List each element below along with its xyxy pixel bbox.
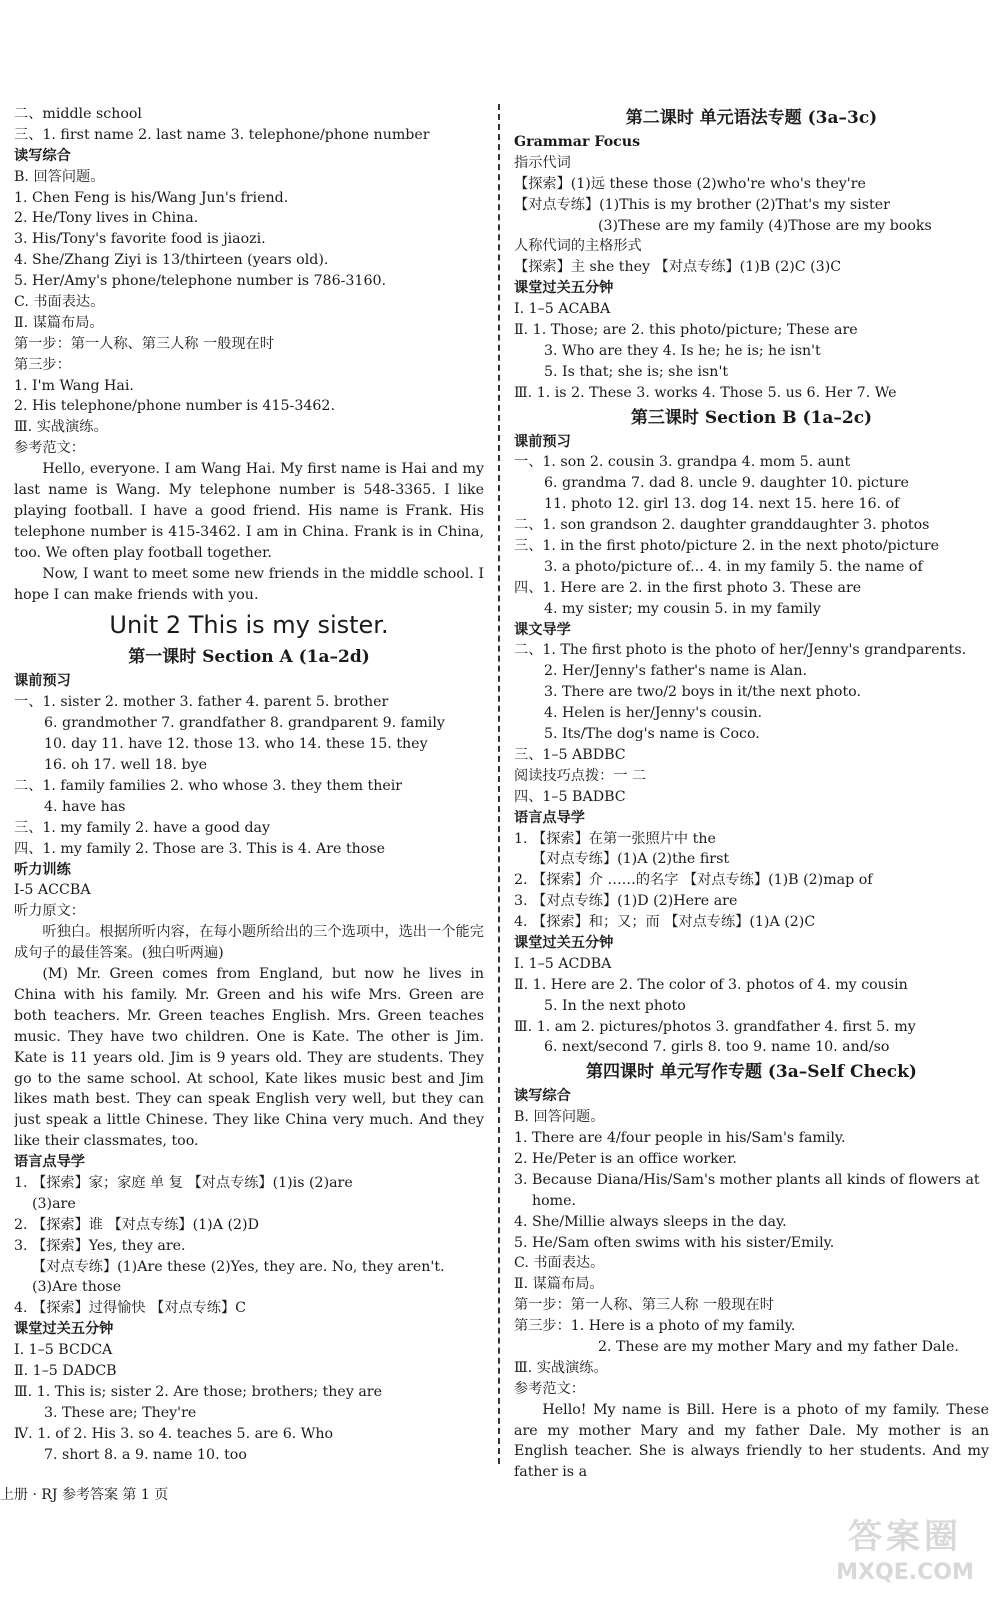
text-line: 三、1–5 ABDBC bbox=[514, 746, 626, 763]
text-line: 二、1. son grandson 2. daughter granddaughter 3. photos bbox=[514, 517, 930, 534]
text-line: 2. He/Peter is an office worker. bbox=[514, 1150, 737, 1167]
listening-instructions: 听独白。根据所听内容，在每小题所给出的三个选项中，选出一个能完成句子的最佳答案。(独白听两遍) bbox=[14, 924, 484, 962]
text-line: 一、1. son 2. cousin 3. grandpa 4. mom 5. aunt bbox=[514, 454, 851, 471]
text-line: 三、1. in the first photo/picture 2. in the next photo/picture bbox=[514, 538, 940, 555]
watermark-logo bbox=[830, 1515, 980, 1595]
text-line: 【对点专练】(1)A (2)the first bbox=[532, 851, 730, 868]
text-line: 3. Because Diana/His/Sam's mother plants all kinds of flowers at bbox=[514, 1171, 980, 1188]
subheading: 课前预习 bbox=[14, 673, 71, 690]
text-line: Ⅱ. 1–5 DADCB bbox=[14, 1363, 117, 1380]
text-line: 第一步：第一人称、第三人称 一般现在时 bbox=[514, 1297, 774, 1314]
text-line: 【对点专练】(1)Are these (2)Yes, they are. No, they aren't. bbox=[32, 1258, 445, 1275]
text-line: 三、1. my family 2. have a good day bbox=[14, 819, 271, 836]
text-line: 6. next/second 7. girls 8. too 9. name 10. and/so bbox=[544, 1039, 890, 1056]
text-line: 11. photo 12. girl 13. dog 14. next 15. here 16. of bbox=[544, 496, 900, 513]
text-line: 四、1. my family 2. Those are 3. This is 4. Are those bbox=[14, 840, 386, 857]
text-line: 2. Her/Jenny's father's name is Alan. bbox=[544, 663, 808, 680]
listening-transcript: (M) Mr. Green comes from England, but now he lives in China with his family. Mr. Green and his wife Mrs. Green are both teachers. Mr. Green teaches English. Mrs. Green teaches music. They have two children. One is Kate. The other is Jim. Kate is 11 years old. Jim is 9 years old. They are students. They go to the same school. At school, Kate likes music best and Jim likes math best. They can speak English very well, but they can just speak a little Chinese. They like China very much. And they like their classmates, too. bbox=[14, 965, 484, 1150]
text-line: Ⅲ. 1. This is; sister 2. Are those; brothers; they are bbox=[14, 1383, 382, 1400]
text-line: Ⅱ. 1. Here are 2. The color of 3. photos of 4. my cousin bbox=[514, 976, 908, 993]
text-line: 4. 【探索】过得愉快 【对点专练】C bbox=[14, 1300, 247, 1317]
text-line: 第一步：第一人称、第三人称 一般现在时 bbox=[14, 335, 274, 352]
unit-title: Unit 2 This is my sister. bbox=[109, 611, 389, 640]
text-line: 7. short 8. a 9. name 10. too bbox=[44, 1446, 247, 1463]
text-line: 二、middle school bbox=[14, 106, 142, 122]
text-line: 3. Who are they 4. Is he; he is; he isn't bbox=[544, 342, 821, 359]
text-line: 2. He/Tony lives in China. bbox=[14, 210, 199, 227]
text-line: 4. my sister; my cousin 5. in my family bbox=[544, 600, 821, 617]
text-line: 第三步：1. Here is a photo of my family. bbox=[514, 1318, 796, 1335]
text-line: Ⅰ-5 ACCBA bbox=[14, 882, 91, 899]
text-line: 人称代词的主格形式 bbox=[514, 238, 642, 255]
text-line: 5. In the next photo bbox=[544, 997, 686, 1014]
subheading: 课文导学 bbox=[514, 621, 571, 638]
text-line: 5. Her/Amy's phone/telephone number is 786-3160. bbox=[14, 273, 387, 290]
text-line: 参考范文： bbox=[514, 1380, 585, 1397]
text-line: home. bbox=[532, 1192, 577, 1209]
text-line: B. 回答问题。 bbox=[514, 1109, 605, 1126]
text-line: (3)These are my family (4)Those are my books bbox=[598, 217, 932, 234]
sample-essay-paragraph: Hello! My name is Bill. Here is a photo of my family. These are my mother Mary and my father Dale. My mother is an English teacher. She is always friendly to her students. And my father is a bbox=[514, 1401, 989, 1481]
text-line: 二、1. The first photo is the photo of her/Jenny's grandparents. bbox=[514, 642, 967, 659]
text-line: 3. These are; They're bbox=[44, 1404, 197, 1421]
subheading: 课堂过关五分钟 bbox=[514, 934, 614, 951]
watermark-text: 答案圈 bbox=[848, 1517, 962, 1557]
text-line: Ⅰ. 1–5 ACDBA bbox=[514, 955, 612, 972]
text-line: 2. 【探索】介 ……的名字 【对点专练】(1)B (2)map of bbox=[514, 872, 873, 889]
subheading: 课堂过关五分钟 bbox=[14, 1321, 114, 1338]
text-line: 10. day 11. have 12. those 13. who 14. these 15. they bbox=[44, 736, 428, 753]
text-line: 2. His telephone/phone number is 415-3462. bbox=[14, 398, 335, 415]
text-line: Ⅲ. 1. am 2. pictures/photos 3. grandfather 4. first 5. my bbox=[514, 1018, 916, 1035]
text-line: C. 书面表达。 bbox=[14, 294, 105, 311]
text-line: 1. There are 4/four people in his/Sam's family. bbox=[514, 1130, 846, 1147]
text-line: 6. grandmother 7. grandfather 8. grandparent 9. family bbox=[44, 715, 445, 732]
text-line: Ⅰ. 1–5 BCDCA bbox=[14, 1342, 113, 1359]
text-line: 四、1. Here are 2. in the first photo 3. These are bbox=[514, 579, 862, 596]
text-line: (3)are bbox=[32, 1195, 76, 1212]
text-line: 三、1. first name 2. last name 3. telephone/phone number bbox=[14, 126, 430, 143]
text-line: Ⅲ. 实战演练。 bbox=[14, 419, 108, 436]
text-line: 3. 【探索】Yes, they are. bbox=[14, 1237, 186, 1254]
text-line: 阅读技巧点拨：一 二 bbox=[514, 767, 647, 784]
text-line: Ⅲ. 实战演练。 bbox=[514, 1359, 608, 1376]
text-line: 16. oh 17. well 18. bye bbox=[44, 757, 208, 774]
text-line: 6. grandma 7. dad 8. uncle 9. daughter 10. picture bbox=[544, 475, 909, 492]
text-line: B. 回答问题。 bbox=[14, 168, 105, 185]
section-title: 第四课时 单元写作专题 (3a–Self Check) bbox=[586, 1062, 917, 1083]
subheading: Grammar Focus bbox=[514, 134, 641, 150]
text-line: 3. There are two/2 boys in it/the next photo. bbox=[544, 684, 861, 701]
text-line: C. 书面表达。 bbox=[514, 1255, 605, 1272]
text-line: 4. have has bbox=[44, 798, 126, 815]
text-line: 4. Helen is her/Jenny's cousin. bbox=[544, 705, 762, 722]
text-line: 【探索】主 she they 【对点专练】(1)B (2)C (3)C bbox=[514, 259, 842, 276]
subheading: 课堂过关五分钟 bbox=[514, 280, 614, 297]
text-line: 5. Is that; she is; she isn't bbox=[544, 363, 729, 380]
section-title: 第一课时 Section A (1a–2d) bbox=[128, 647, 370, 668]
text-line: 【对点专练】(1)This is my brother (2)That's my sister bbox=[514, 196, 890, 213]
text-line: 1. Chen Feng is his/Wang Jun's friend. bbox=[14, 189, 289, 206]
text-line: 5. Its/The dog's name is Coco. bbox=[544, 726, 760, 743]
text-line: 听力原文： bbox=[14, 903, 85, 920]
sample-essay-paragraph: Now, I want to meet some new friends in the middle school. I hope I can make friends with you. bbox=[14, 565, 484, 603]
text-line: Ⅳ. 1. of 2. His 3. so 4. teaches 5. are 6. Who bbox=[14, 1425, 334, 1442]
subheading: 读写综合 bbox=[514, 1088, 571, 1105]
sample-essay-paragraph: Hello, everyone. I am Wang Hai. My first name is Hai and my last name is Wang. My telephone number is 548-3365. I like playing football. I have a good friend. His name is Frank. His telephone number is 415-3462. I am in China. Frank is in China, too. We often play football together. bbox=[14, 461, 484, 561]
right-column bbox=[514, 104, 989, 1483]
column-divider bbox=[498, 104, 500, 1464]
text-line: 4. 【探索】和；又；而 【对点专练】(1)A (2)C bbox=[514, 914, 816, 931]
text-line: Ⅱ. 谋篇布局。 bbox=[514, 1276, 604, 1293]
subheading: 语言点导学 bbox=[514, 809, 585, 826]
text-line: 4. She/Millie always sleeps in the day. bbox=[514, 1213, 787, 1230]
text-line: 【探索】(1)远 these those (2)who're who's they're bbox=[514, 175, 866, 192]
text-line: Ⅲ. 1. is 2. These 3. works 4. Those 5. us 6. Her 7. We bbox=[514, 384, 897, 401]
text-line: Ⅱ. 1. Those; are 2. this photo/picture; These are bbox=[514, 322, 858, 339]
text-line: 3. His/Tony's favorite food is jiaozi. bbox=[14, 231, 266, 248]
text-line: 第三步： bbox=[14, 356, 71, 373]
text-line: 3. a photo/picture of... 4. in my family 5. the name of bbox=[544, 558, 923, 575]
watermark-url: MXQE.COM bbox=[836, 1560, 974, 1585]
subheading: 读写综合 bbox=[14, 147, 71, 164]
page-footer: 上册 · RJ 参考答案 第 1 页 bbox=[0, 1487, 169, 1503]
subheading: 听力训练 bbox=[14, 861, 71, 878]
text-line: 1. I'm Wang Hai. bbox=[14, 377, 134, 394]
text-line: 参考范文： bbox=[14, 440, 85, 457]
text-line: 4. She/Zhang Ziyi is 13/thirteen (years old). bbox=[14, 252, 329, 269]
text-line: 5. He/Sam often swims with his sister/Emily. bbox=[514, 1234, 835, 1251]
text-line: 3. 【对点专练】(1)D (2)Here are bbox=[514, 893, 738, 910]
text-line: 1. 【探索】在第一张照片中 the bbox=[514, 830, 716, 847]
left-column bbox=[14, 104, 484, 1466]
section-title: 第三课时 Section B (1a–2c) bbox=[630, 407, 873, 428]
subheading: 语言点导学 bbox=[14, 1154, 85, 1171]
text-line: 指示代词 bbox=[514, 154, 571, 171]
text-line: 2. 【探索】谁 【对点专练】(1)A (2)D bbox=[14, 1216, 259, 1233]
text-line: 2. These are my mother Mary and my father Dale. bbox=[598, 1338, 959, 1355]
text-line: 二、1. family families 2. who whose 3. they them their bbox=[14, 777, 403, 794]
text-line: Ⅰ. 1–5 ACABA bbox=[514, 301, 611, 318]
text-line: 四、1–5 BADBC bbox=[514, 788, 626, 805]
text-line: 一、1. sister 2. mother 3. father 4. parent 5. brother bbox=[14, 694, 389, 711]
subheading: 课前预习 bbox=[514, 433, 571, 450]
text-line: Ⅱ. 谋篇布局。 bbox=[14, 314, 104, 331]
text-line: (3)Are those bbox=[32, 1279, 122, 1296]
text-line: 1. 【探索】家；家庭 单 复 【对点专练】(1)is (2)are bbox=[14, 1175, 353, 1192]
section-title: 第二课时 单元语法专题 (3a–3c) bbox=[625, 108, 878, 128]
